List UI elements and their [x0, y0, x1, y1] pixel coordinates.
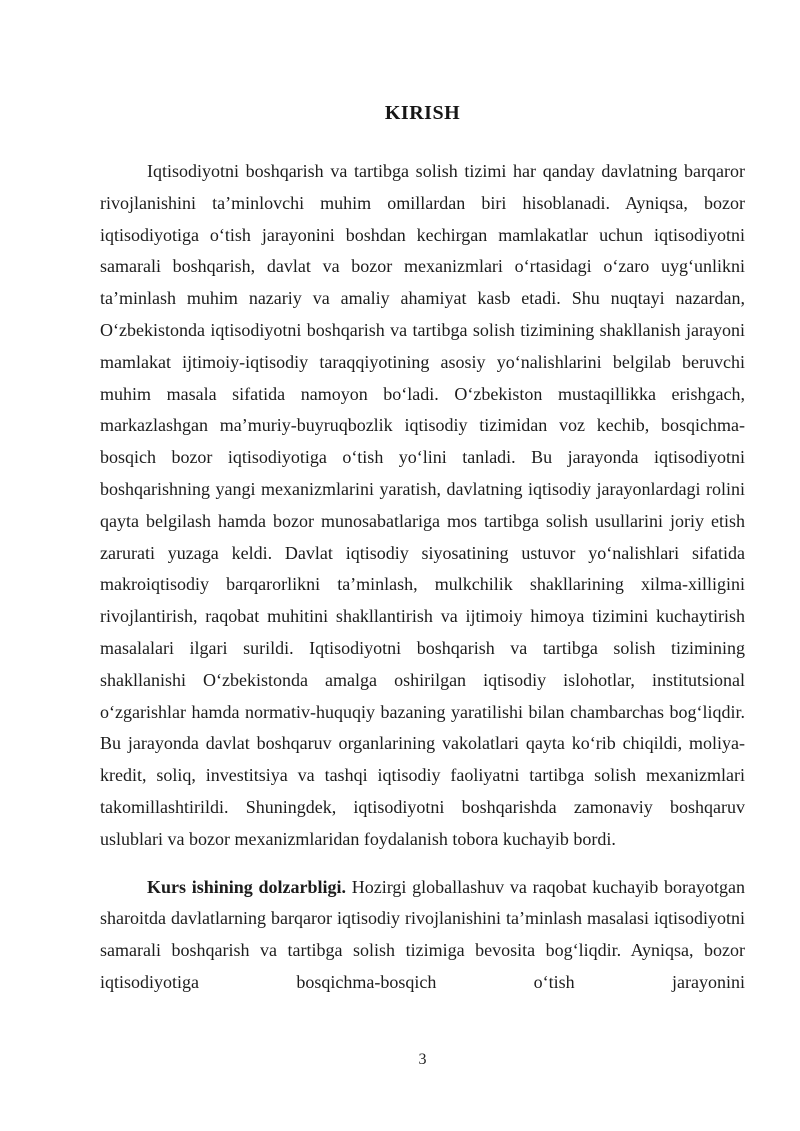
body-text: [100, 156, 745, 999]
paragraph-relevance-lead: Kurs ishining dolzarbligi.: [147, 876, 347, 897]
paragraph-relevance-text: Hozirgi globallashuv va raqobat kuchayib borayotgan sharoitda davlatlarning barqaror iqtisodiy rivojlanishini ta’minlash masalasi iqtisodiyotni samarali boshqarish va tartibga solish tizimiga bevosita bog‘liqdir. Ayniqsa, bozor iqtisodiyotiga bosqichma-bosqich o‘tish jarayonini: [100, 876, 745, 992]
section-title: KIRISH: [384, 102, 461, 124]
paragraph-relevance: [100, 872, 745, 999]
page-number: 3: [418, 1051, 427, 1068]
paragraph-intro: [100, 156, 745, 856]
paragraph-intro-text: Iqtisodiyotni boshqarish va tartibga solish tizimi har qanday davlatning barqaror rivojlanishini ta’minlovchi muhim omillardan biri hisoblanadi. Ayniqsa, bozor iqtisodiyotiga o‘tish jarayonini boshdan kechirgan mamlakatlar uchun iqtisodiyotni samarali boshqarish, davlat va bozor mexanizmlari o‘rtasidagi o‘zaro uyg‘unlikni ta’minlash muhim nazariy va amaliy ahamiyat kasb etadi. Shu nuqtayi nazardan, O‘zbekistonda iqtisodiyotni boshqarish va tartibga solish tizimining shakllanish jarayoni mamlakat ijtimoiy-iqtisodiy taraqqiyotining asosiy yo‘nalishlarini belgilab beruvchi muhim masala sifatida namoyon bo‘ladi. O‘zbekiston mustaqillikka erishgach, markazlashgan ma’muriy-buyruqbozlik iqtisodiy tizimidan voz kechib, bosqichma-bosqich bozor iqtisodiyotiga o‘tish yo‘lini tanladi. Bu jarayonda iqtisodiyotni boshqarishning yangi mexanizmlarini yaratish, davlatning iqtisodiy jarayonlardagi rolini qayta belgilash hamda bozor munosabatlariga mos tartibga solish usullarini joriy etish zarurati yuzaga keldi. Davlat iqtisodiy siyosatining ustuvor yo‘nalishlari sifatida makroiqtisodiy barqarorlikni ta’minlash, mulkchilik shakllarining xilma-xilligini rivojlantirish, raqobat muhitini shakllantirish va ijtimoiy himoya tizimini kuchaytirish masalalari ilgari surildi. Iqtisodiyotni boshqarish va tartibga solish tizimining shakllanishi O‘zbekistonda amalga oshirilgan iqtisodiy islohotlar, institutsional o‘zgarishlar hamda normativ-huquqiy bazaning yaratilishi bilan chambarchas bog‘liqdir. Bu jarayonda davlat boshqaruv organlarining vakolatlari qayta ko‘rib chiqildi, moliya-kredit, soliq, investitsiya va tashqi iqtisodiy faoliyatni tartibga solish mexanizmlari takomillashtirildi. Shuningdek, iqtisodiyotni boshqarishda zamonaviy boshqaruv uslublari va bozor mexanizmlaridan foydalanish tobora kuchayib bordi.: [100, 161, 745, 849]
